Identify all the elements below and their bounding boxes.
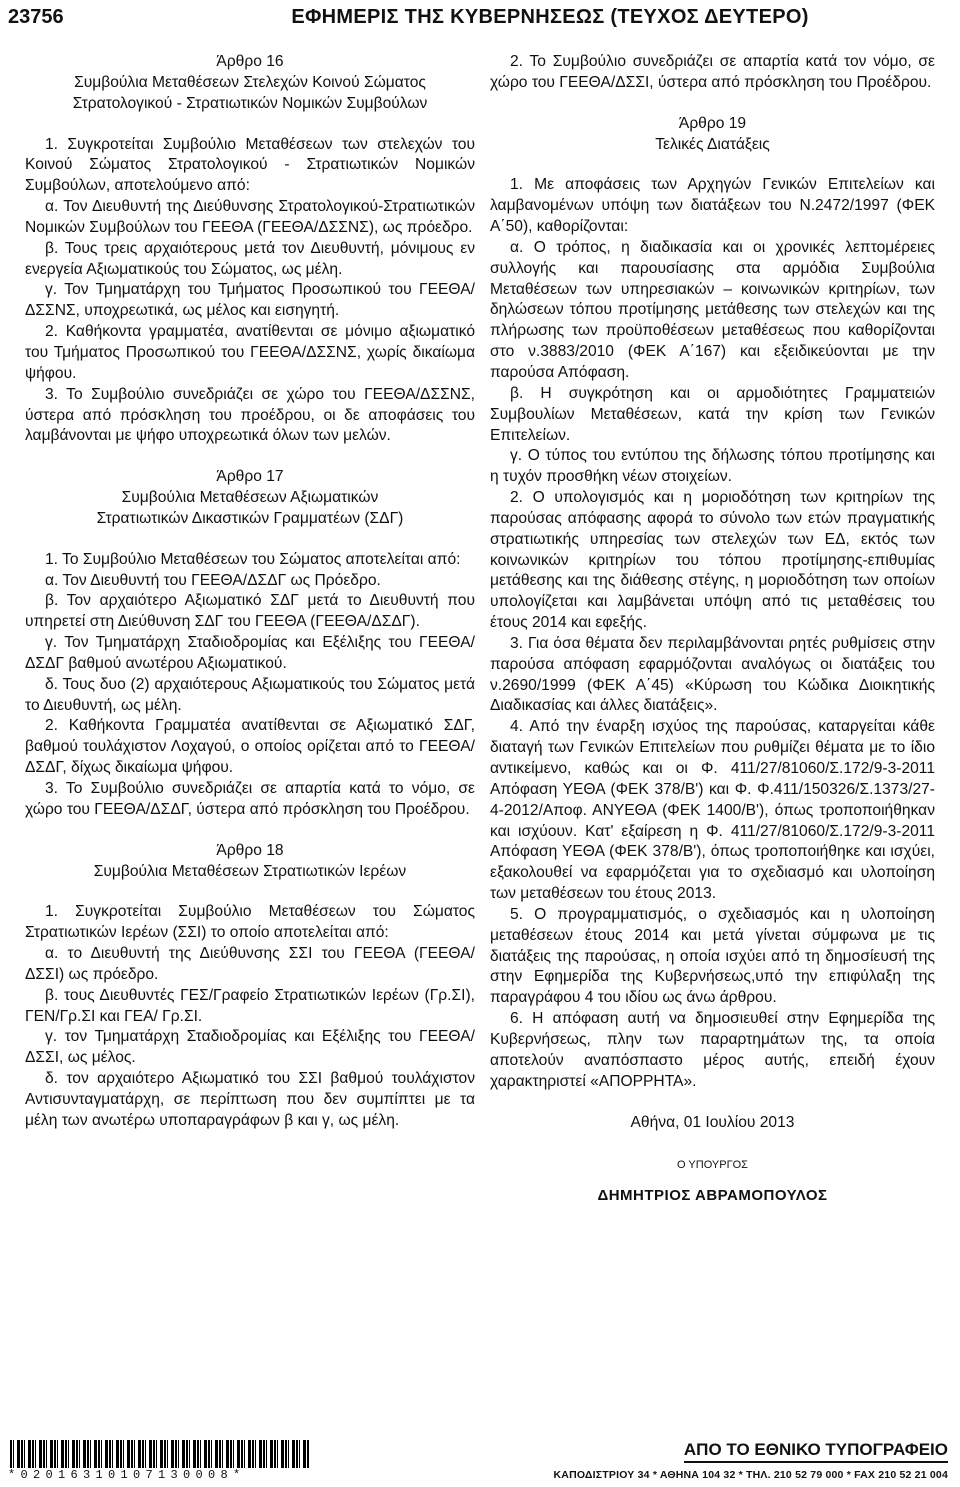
paragraph: 3. Για όσα θέματα δεν περιλαμβάνονται ρητές ρυθμίσεις στην παρούσα απόφαση εφαρμόζονται αναλόγως οι διατάξεις του ν.2690/1999 (ΦΕΚ Α΄45) «Κύρωση του Κώδικα Διοικητικής Διαδικασίας και άλλες διατάξεις».	[490, 634, 935, 715]
paragraph: 3. Το Συμβούλιο συνεδριάζει σε απαρτία κατά το νόμο, σε χώρο του ΓΕΕΘΑ/ΔΣΔΓ, ύστερα από πρόσκληση του Προέδρου.	[25, 780, 475, 818]
barcode-icon	[10, 1440, 310, 1468]
page-number: 23756	[8, 6, 64, 28]
paragraph: γ. Ο τύπος του εντύπου της δήλωσης τόπου προτίμησης και η τυχόν προσθήκη νέων στοιχείων.	[490, 447, 935, 486]
article-17-subtitle-2: Στρατιωτικών Δικαστικών Γραμματέων (ΣΔΓ)	[96, 509, 404, 527]
paragraph: α. Τον Διευθυντή της Διεύθυνσης Στρατολογικού-Στρατιωτικών Νομικών Συμβούλων του ΓΕΕΘΑ (ΓΕΕΘΑ/ΔΣΣΝΣ), ως πρόεδρο.	[25, 198, 475, 236]
article-17-subtitle-1: Συμβούλια Μεταθέσεων Αξιωματικών	[121, 489, 379, 507]
page-footer	[0, 1440, 960, 1487]
article-18-title: Άρθρο 18	[216, 841, 284, 859]
date-line: Αθήνα, 01 Ιουλίου 2013	[630, 1113, 795, 1131]
article-16-subtitle-2: Στρατολογικού - Στρατιωτικών Νομικών Συμβούλων	[72, 94, 428, 112]
paragraph: 5. Ο προγραμματισμός, ο σχεδιασμός και η υλοποίηση μεταθέσεων έτους 2014 και μετά γίνεται σύμφωνα με τις διατάξεις της παρούσας, η οποία ισχύει από τη δημοσίευσή της στην Εφημερίδα της Κυβερνήσεως,υπό την επιφύλαξη της παραγράφου 4 του ιδίου ως άνω άρθρου.	[490, 905, 935, 1007]
paragraph: δ. Τους δυο (2) αρχαιότερους Αξιωματικούς του Σώματος μετά το Διευθυντή, ως μέλη.	[25, 675, 475, 714]
printer-name: ΑΠΟ ΤΟ ΕΘΝΙΚΟ ΤΥΠΟΓΡΑΦΕΙΟ	[684, 1440, 948, 1463]
minister-name: ΔΗΜΗΤΡΙΟΣ ΑΒΡΑΜΟΠΟΥΛΟΣ	[597, 1187, 828, 1205]
article-19-subtitle-1: Τελικές Διατάξεις	[655, 135, 770, 153]
barcode-number: *02016310107130008*	[8, 1468, 246, 1482]
page-header	[0, 0, 960, 42]
right-column	[490, 52, 935, 1207]
paragraph: δ. τον αρχαιότερο Αξιωματικό του ΣΣΙ βαθμού τουλάχιστον Αντισυνταγματάρχη, σε περίπτωση που δεν συμπίπτει με τα μέλη των ανωτέρω υποπαραγράφων β και γ, ως μέλη.	[25, 1070, 475, 1129]
paragraph: α. Τον Διευθυντή του ΓΕΕΘΑ/ΔΣΔΓ ως Πρόεδρο.	[45, 571, 381, 589]
paragraph: γ. Τον Τμηματάρχη Σταδιοδρομίας και Εξέλιξης του ΓΕΕΘΑ/ ΔΣΔΓ βαθμού ανωτέρου Αξιωματικού.	[25, 634, 475, 672]
paragraph: β. Τους τρεις αρχαιότερους μετά τον Διευθυντή, μόνιμους εν ενεργεία Αξιωματικούς του Σώματος, ως μέλη.	[25, 239, 475, 278]
paragraph: γ. τον Τμηματάρχη Σταδιοδρομίας και Εξέλιξης του ΓΕΕΘΑ/ΔΣΣΙ, ως μέλος.	[25, 1028, 475, 1067]
printer-address: ΚΑΠΟΔΙΣΤΡΙΟΥ 34 * ΑΘΗΝΑ 104 32 * ΤΗΛ. 210 52 79 000 * FAX 210 52 21 004	[553, 1469, 948, 1481]
paragraph: 2. Το Συμβούλιο συνεδριάζει σε απαρτία κατά τον νόμο, σε χώρο του ΓΕΕΘΑ/ΔΣΣΙ, ύστερα από πρόσκληση του Προέδρου.	[490, 53, 935, 91]
gazette-title: ΕΦΗΜΕΡΙΣ ΤΗΣ ΚΥΒΕΡΝΗΣΕΩΣ (ΤΕΥΧΟΣ ΔΕΥΤΕΡΟ)	[291, 6, 809, 28]
paragraph: 1. Συγκροτείται Συμβούλιο Μεταθέσεων των στελεχών του Κοινού Σώματος Στρατολογικού - Στρατιωτικών Νομικών Συμβούλων, αποτελούμενο από:	[25, 135, 475, 195]
paragraph: 6. Η απόφαση αυτή να δημοσιευθεί στην Εφημερίδα της Κυβερνήσεως, πλην των παραρτημάτων της, τα οποία αποτελούν αναπόσπαστο μέρος αυτής, επειδή έχουν χαρακτηριστεί «ΑΠΟΡΡΗΤΑ».	[490, 1010, 935, 1090]
left-column	[25, 52, 475, 1132]
article-17-title: Άρθρο 17	[216, 468, 284, 486]
paragraph: 4. Από την έναρξη ισχύος της παρούσας, καταργείται κάθε διαταγή των Γενικών Επιτελείων που ρυθμίζει θέματα με το ίδιο αντικείμενο, καθώς και οι Φ. 411/27/81060/Σ.172/9-3-2011 Απόφαση ΥΕΘΑ (ΦΕΚ 378/Β') και Φ. Φ.411/150326/Σ.1373/27-4-2012/Αποφ. ΑΝΥΕΘΑ (ΦΕΚ 1400/Β'), όπως τροποποιήθηκαν και ισχύουν. Κατ' εξαίρεση η Φ. 411/27/81060/Σ.172/9-3-2011 Απόφαση ΥΕΘΑ (ΦΕΚ 378/Β'), όπως τροποποιήθηκε και ισχύει, εξακολουθεί να εφαρμόζεται για το σχεδιασμό και υλοποίηση των μεταθέσεων του έτους 2013.	[490, 718, 935, 903]
article-16-subtitle-1: Συμβούλια Μεταθέσεων Στελεχών Κοινού Σώματος	[74, 73, 426, 91]
article-19-title: Άρθρο 19	[678, 114, 747, 132]
paragraph: 1. Με αποφάσεις των Αρχηγών Γενικών Επιτελείων και λαμβανομένων υπόψη των διατάξεων του Ν.2472/1997 (ΦΕΚ Α΄50), καθορίζονται:	[490, 176, 935, 236]
paragraph: β. Η συγκρότηση και οι αρμοδιότητες Γραμματειών Συμβουλίων Μεταθέσεων, κατά την κρίση των Γενικών Επιτελείων.	[490, 384, 935, 444]
printer-info	[554, 1440, 949, 1481]
paragraph: 2. Ο υπολογισμός και η μοριοδότηση των κριτηρίων της παρούσας απόφασης αφορά το σύνολο των ετών πραγματικής στρατιωτικής υπηρεσίας των στελεχών των ΕΔ, εκτός των κοινωνικών κριτηρίων του τόπου προτίμησης-επιθυμίας μετάθεσης και της διάθεσης στέγης, η μοριοδότηση των οποίων υπολογίζεται και λαμβάνεται υπόψη από τις μεταθέσεις του έτους 2014 και εφεξής.	[490, 489, 935, 632]
paragraph: 1. Συγκροτείται Συμβούλιο Μεταθέσεων του Σώματος Στρατιωτικών Ιερέων (ΣΣΙ) το οποίο αποτελείται από:	[25, 903, 475, 942]
article-16-title: Άρθρο 16	[216, 53, 284, 70]
paragraph: 2. Καθήκοντα Γραμματέα ανατίθενται σε Αξιωματικό ΣΔΓ, βαθμού τουλάχιστον Λοχαγού, ο οποίος ορίζεται από το ΓΕΕΘΑ/ΔΣΔΓ, δίχως δικαίωμα ψήφου.	[25, 717, 475, 777]
paragraph: β. τους Διευθυντές ΓΕΣ/Γραφείο Στρατιωτικών Ιερέων (Γρ.ΣΙ), ΓΕΝ/Γρ.ΣΙ και ΓΕΑ/ Γρ.ΣΙ.	[25, 986, 475, 1025]
paragraph: γ. Τον Τμηματάρχη του Τμήματος Προσωπικού του ΓΕΕΘΑ/ΔΣΣΝΣ, υποχρεωτικά, ως μέλος και εισηγητή.	[25, 281, 475, 320]
paragraph: α. Ο τρόπος, η διαδικασία και οι χρονικές λεπτομέρειες συλλογής και παρουσίασης στα αρμόδια Συμβούλια Μεταθέσεων των υπηρεσιακών – κοινωνικών κριτηρίων, των δηλώσεων τόπου προτίμησης μετάθεσης των στελεχών και της πλήρωσης των προϋποθέσεων μεταθέσεως που καθορίζονται στο ν.3883/2010 (ΦΕΚ Α΄167) και εξειδικεύονται με την παρούσα Απόφαση.	[490, 238, 935, 381]
paragraph: 1. Το Συμβούλιο Μεταθέσεων του Σώματος αποτελείται από:	[45, 550, 461, 568]
minister-title: Ο ΥΠΟΥΡΓΟΣ	[677, 1159, 748, 1172]
article-18-subtitle-1: Συμβούλια Μεταθέσεων Στρατιωτικών Ιερέων	[93, 862, 407, 880]
paragraph: β. Τον αρχαιότερο Αξιωματικό ΣΔΓ μετά το Διευθυντή που υπηρετεί στη Διεύθυνση ΣΔΓ του ΓΕΕΘΑ (ΓΕΕΘΑ/ΔΣΔΓ).	[25, 592, 475, 631]
paragraph: α. το Διευθυντή της Διεύθυνσης ΣΣΙ του ΓΕΕΘΑ (ΓΕΕΘΑ/ΔΣΣΙ) ως πρόεδρο.	[25, 945, 475, 983]
paragraph: 2. Καθήκοντα γραμματέα, ανατίθενται σε μόνιμο αξιωματικό του Τμήματος Προσωπικού του ΓΕΕΘΑ/ΔΣΣΝΣ, χωρίς δικαίωμα ψήφου.	[25, 323, 475, 382]
paragraph: 3. Το Συμβούλιο συνεδριάζει σε χώρο του ΓΕΕΘΑ/ΔΣΣΝΣ, ύστερα από πρόσκληση του προέδρου, οι δε αποφάσεις του λαμβάνονται με ψήφο υποχρεωτικά όλων των μελών.	[25, 385, 475, 445]
